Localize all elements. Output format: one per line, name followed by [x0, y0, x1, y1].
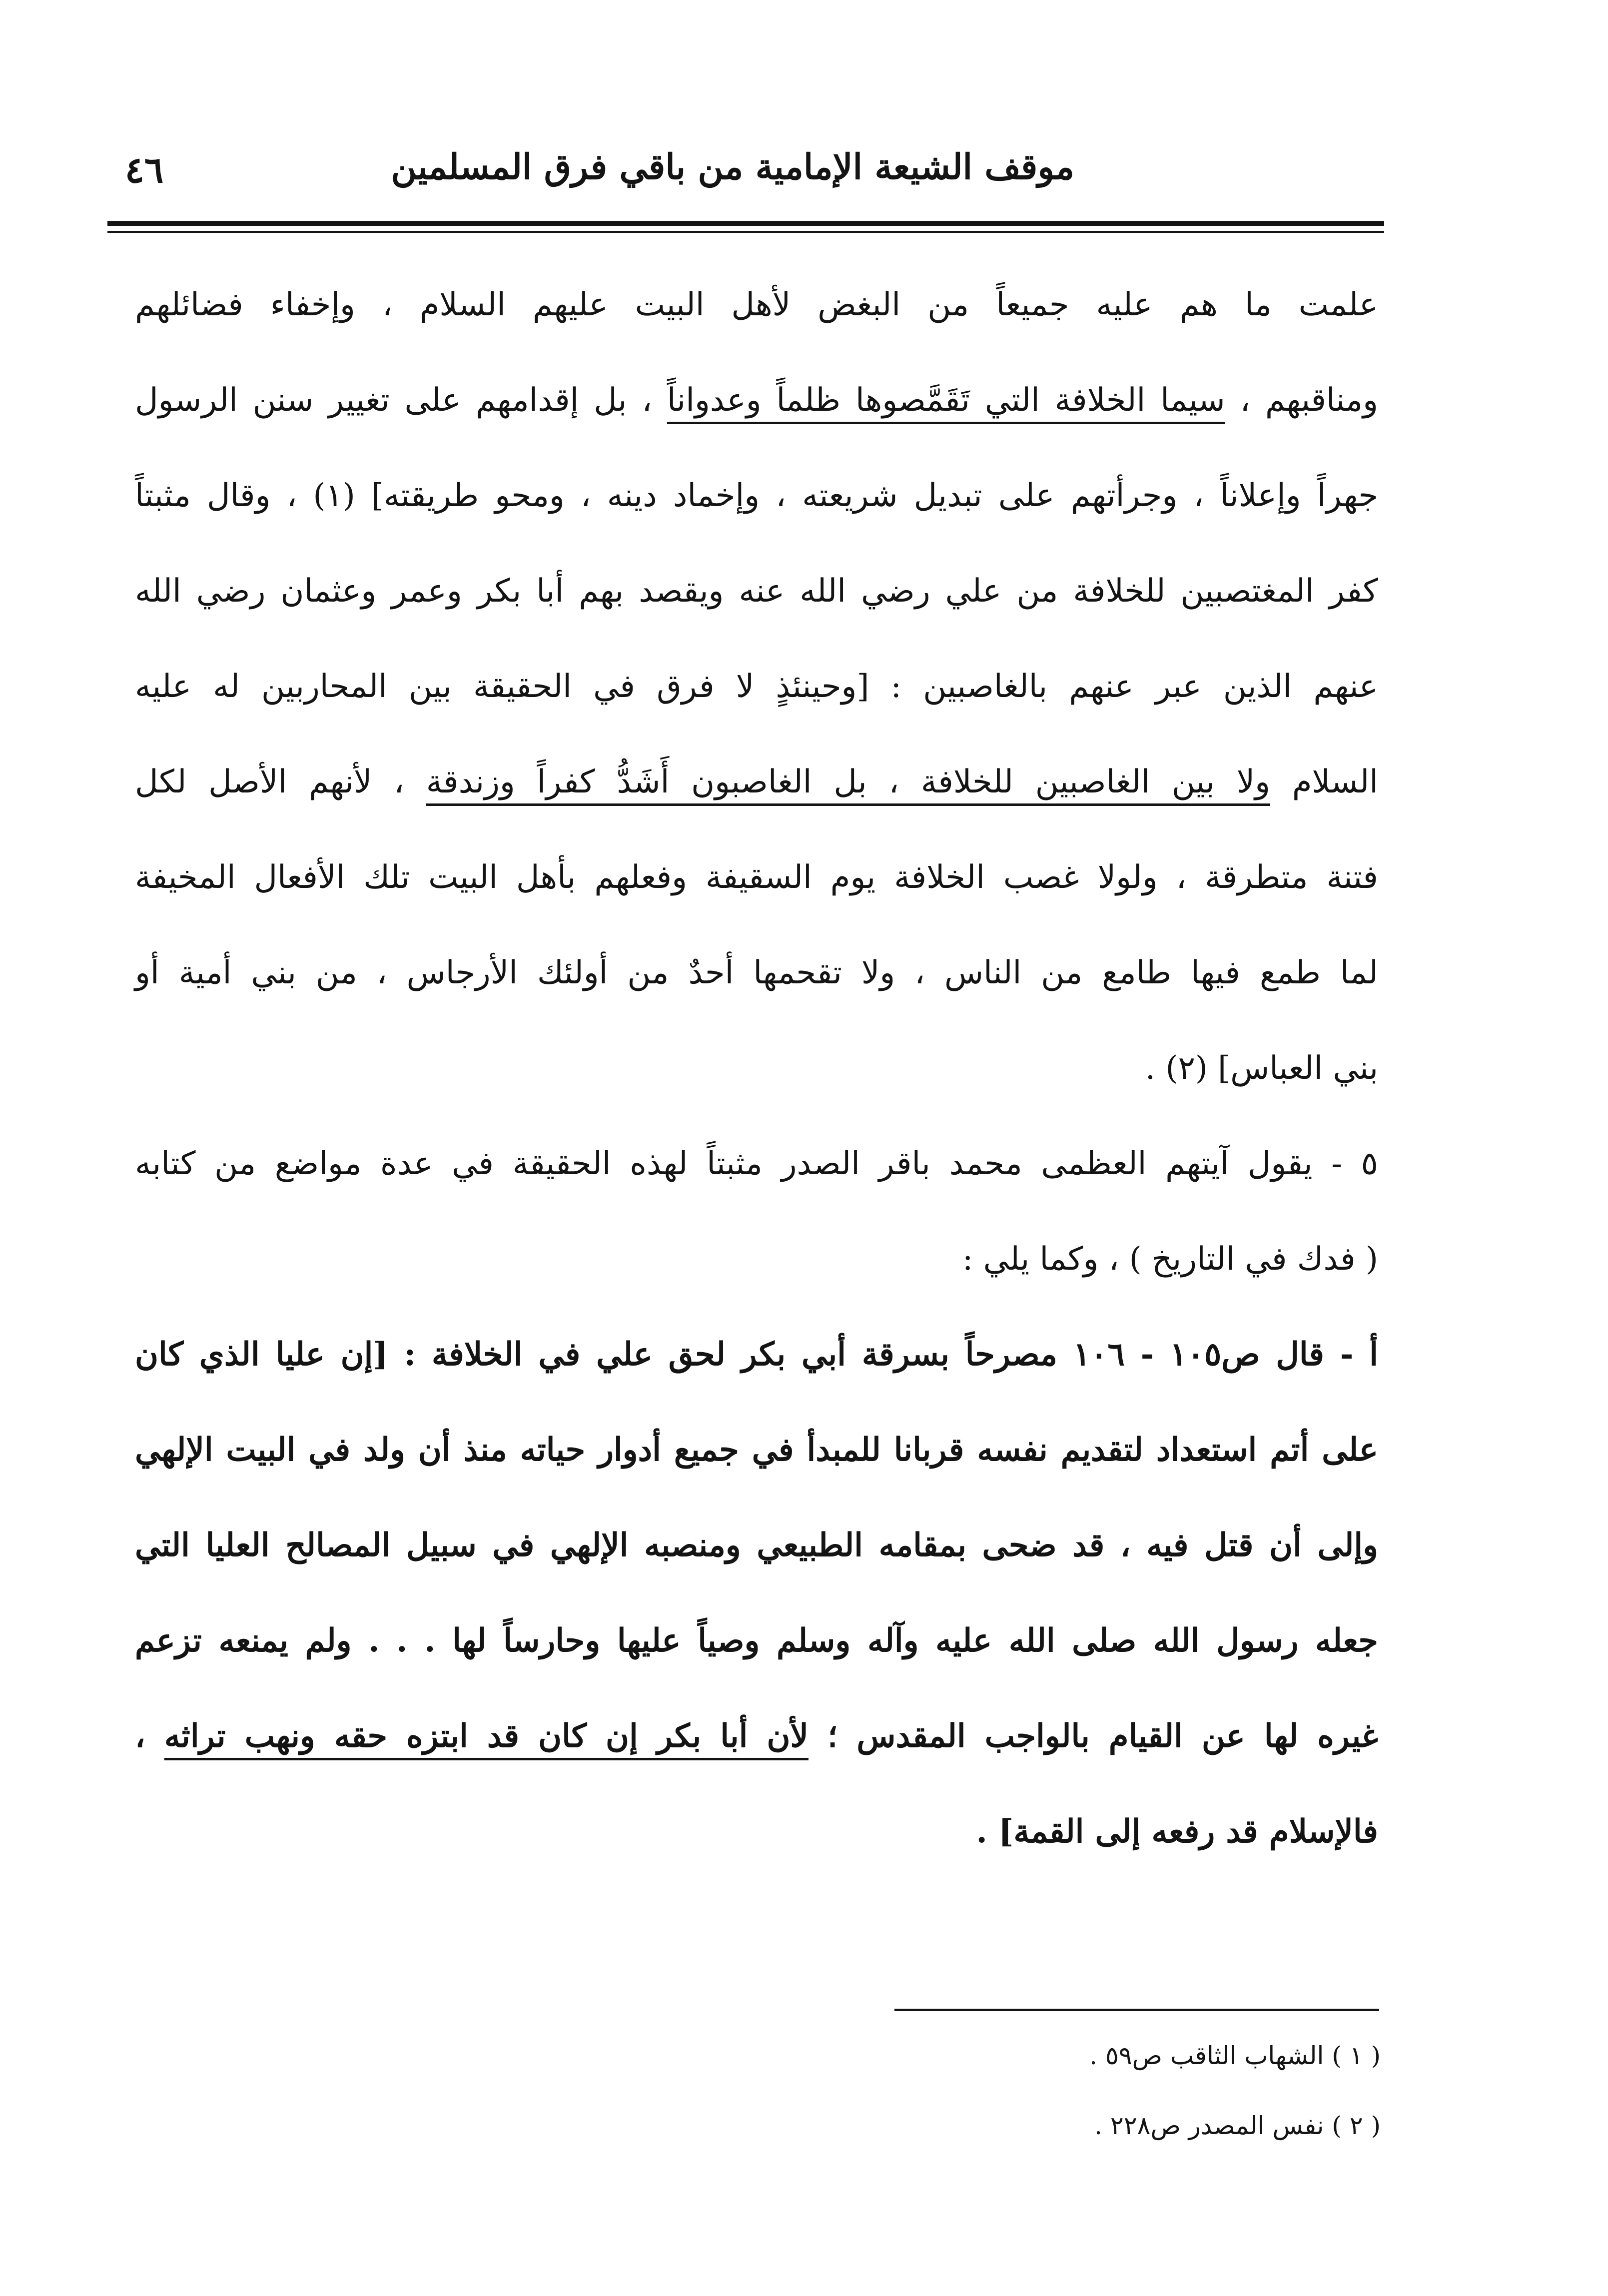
line-text: فتنة متطرقة ، ولولا غصب الخلافة يوم السقيفة وفعلهم بأهل البيت تلك الأفعال المخيفة: [135, 859, 1378, 896]
body-line: [135, 1613, 1378, 1709]
header-rule-thick: [107, 221, 1384, 226]
body-line: [135, 277, 1378, 373]
line-text: لما طمع فيها طامع من الناس ، ولا تقحمها أحدٌ من أولئك الأرجاس ، من بني أمية أو: [135, 954, 1379, 991]
line-text: وإلى أن قتل فيه ، قد ضحى بمقامه الطبيعي ومنصبه الإلهي في سبيل المصالح العليا التي: [135, 1527, 1379, 1564]
page-number: ٤٦: [125, 148, 164, 191]
footnote-1: ( ١ ) الشهاب الثاقب ص٥٩ .: [1089, 2041, 1381, 2070]
running-head-title: موقف الشيعة الإمامية من باقي فرق المسلمين: [391, 146, 1074, 187]
line-text: ٥ - يقول آيتهم العظمى محمد باقر الصدر مثبتاً لهذه الحقيقة في عدة مواضع من كتابه: [135, 1145, 1378, 1182]
footnote-2: ( ٢ ) نفس المصدر ص٢٢٨ .: [1094, 2111, 1381, 2140]
line-text: أ - قال ص١٠٥ - ١٠٦ مصرحاً بسرقة أبي بكر لحق علي في الخلافة : [إن عليا الذي كان: [135, 1336, 1379, 1373]
line-text: جهراً وإعلاناً ، وجرأتهم على تبديل شريعته ، وإخماد دينه ، ومحو طريقته] (١) ، وقال مثبتاً: [135, 477, 1379, 514]
body-line: [135, 850, 1378, 945]
line-text: فالإسلام قد رفعه إلى القمة] .: [976, 1813, 1378, 1850]
body-line: [135, 1423, 1378, 1518]
line-text: السلام: [1270, 764, 1379, 800]
line-text: ،: [135, 1717, 164, 1755]
underlined-phrase: سيما الخلافة التي تَقَمَّصوها ظلماً وعدواناً: [667, 382, 1225, 419]
underlined-phrase: لأن أبا بكر إن كان قد ابتزه حقه ونهب تراثه: [164, 1717, 808, 1755]
underlined-phrase: ولا بين الغاصبين للخلافة ، بل الغاصبون أَشَدُّ كفراً وزندقة: [426, 764, 1271, 800]
body-line: [135, 755, 1378, 850]
line-text: ومناقبهم ،: [1225, 382, 1379, 419]
footnote-separator: [894, 2009, 1379, 2011]
running-head: [110, 131, 1384, 216]
line-text: علمت ما هم عليه جميعاً من البغض لأهل البيت عليهم السلام ، وإخفاء فضائلهم: [135, 286, 1378, 323]
line-text: بني العباس] (٢) .: [1145, 1050, 1378, 1087]
body-line: [135, 1041, 1378, 1136]
line-text: ( فدك في التاريخ ) ، وكما يلي :: [962, 1241, 1378, 1278]
line-text: عنهم الذين عبر عنهم بالغاصبين : [وحينئذٍ لا فرق في الحقيقة بين المحاربين له عليه: [135, 668, 1378, 705]
body-line: [135, 1804, 1378, 1900]
body-line: [135, 1518, 1378, 1613]
header-rule-thin: [107, 231, 1384, 233]
body-line: [135, 1136, 1378, 1232]
body-line: [135, 1327, 1378, 1423]
line-text: ، بل إقدامهم على تغيير سنن الرسول: [135, 382, 667, 419]
line-text: جعله رسول الله صلى الله عليه وآله وسلم وصياً عليها وحارساً لها . . . ولم يمنعه تزعم: [135, 1622, 1378, 1659]
body-line: [135, 1232, 1378, 1327]
line-text: على أتم استعداد لتقديم نفسه قربانا للمبدأ في جميع أدوار حياته منذ أن ولد في البيت الإلهي: [135, 1431, 1378, 1469]
body-line: [135, 659, 1378, 755]
body-line: [135, 373, 1378, 468]
body-line: [135, 468, 1378, 564]
body-line: [135, 945, 1378, 1041]
body-text: [135, 277, 1378, 1900]
body-line: [135, 1709, 1378, 1804]
line-text: ، لأنهم الأصل لكل: [135, 764, 426, 800]
line-text: غيره لها عن القيام بالواجب المقدس ؛: [808, 1717, 1379, 1755]
line-text: كفر المغتصبين للخلافة من علي رضي الله عنه ويقصد بهم أبا بكر وعمر وعثمان رضي الله: [135, 573, 1378, 610]
body-line: [135, 564, 1378, 659]
